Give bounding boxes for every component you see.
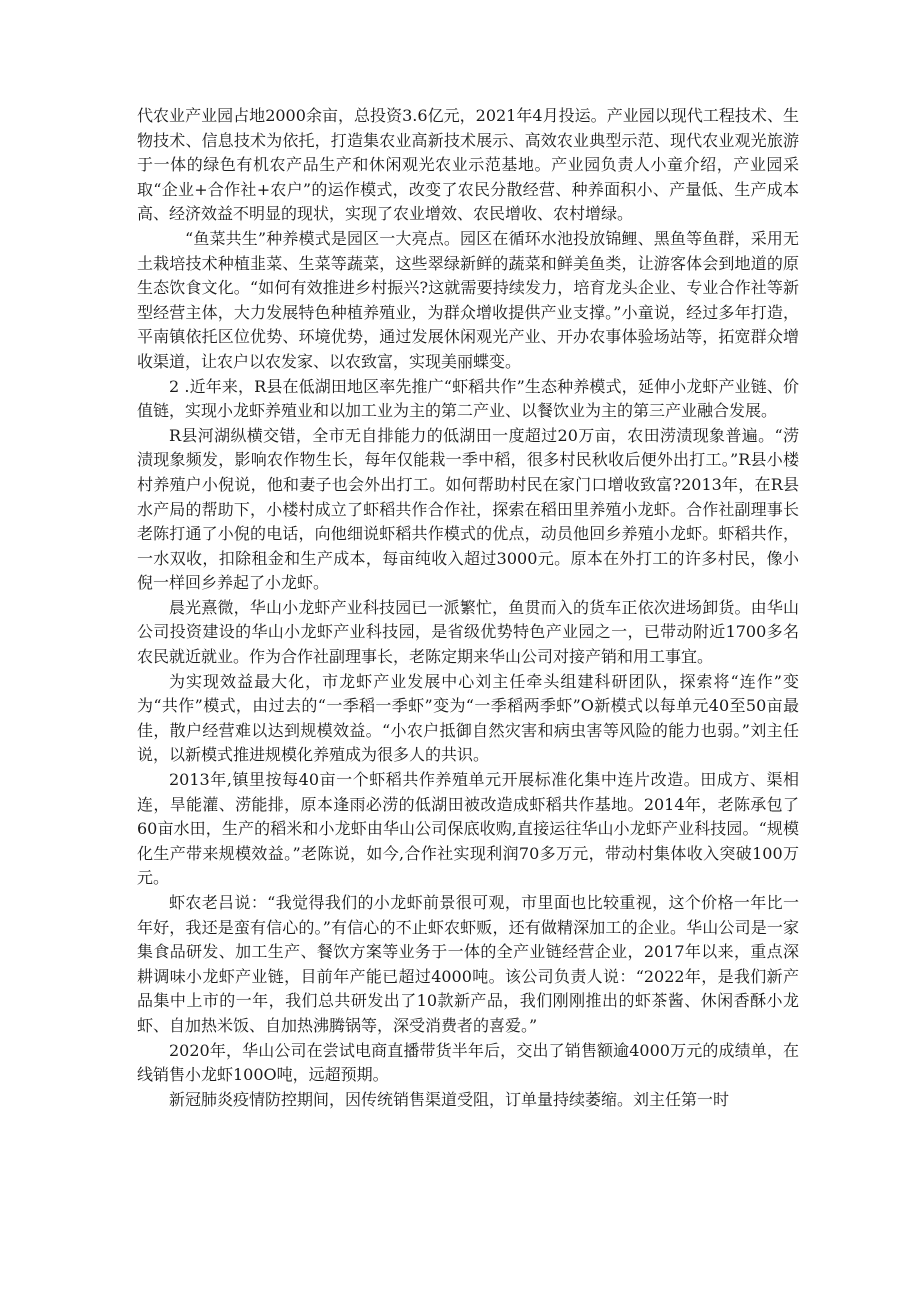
paragraph-5: 晨光熹微，华山小龙虾产业科技园已一派繁忙，鱼贯而入的货车正依次进场卸货。由华山公司投资建设的华山小龙虾产业科技园，是省级优势特色产业园之一，已带动附近1700多名农民就近就业。作为合作社副理事长，老陈定期来华山公司对接产销和用工事宜。 [137,597,799,667]
paragraph-8: 虾农老吕说：“我觉得我们的小龙虾前景很可观，市里面也比较重视，这个价格一年比一年好，我还是蛮有信心的。”有信心的不止虾农虾贩，还有做精深加工的企业。华山公司是一家集食品研发、加工生产、餐饮方案等业务于一体的全产业链经营企业，2017年以来，重点深耕调味小龙虾产业链，目前年产能已超过4000吨。该公司负责人说：“2022年，是我们新产品集中上市的一年，我们总共研发出了10款新产品，我们刚刚推出的虾茶酱、休闲香酥小龙虾、自加热米饭、自加热沸腾锅等，深受消费者的喜爱。” [137,893,799,1035]
paragraph-2: “鱼菜共生”种养模式是园区一大亮点。园区在循环水池投放锦鲤、黑鱼等鱼群，采用无土栽培技术种植韭菜、生菜等蔬菜，这些翠绿新鲜的蔬菜和鲜美鱼类，让游客体会到地道的原生态饮食文化。“如何有效推进乡村振兴?这就需要持续发力，培育龙头企业、专业合作社等新型经营主体，大力发展特色种植养殖业，为群众增收提供产业支撑。”小童说，经过多年打造，平南镇依托区位优势、环境优势，通过发展休闲观光产业、开办农事体验场站等，拓宽群众增收渠道，让农户以农发家、以农致富，实现美丽蝶变。 [137,228,799,371]
paragraph-1: 代农业产业园占地2000余亩，总投资3.6亿元，2021年4月投运。产业园以现代工程技术、生物技术、信息技术为依托，打造集农业高新技术展示、高效农业典型示范、现代农业观光旅游于一体的绿色有机农产品生产和休闲观光农业示范基地。产业园负责人小童介绍，产业园采取“企业+合作社+农户”的运作模式，改变了农民分散经营、种养面积小、产量低、生产成本高、经济效益不明显的现状，实现了农业增效、农民增收、农村增绿。 [137,106,799,224]
paragraph-10: 新冠肺炎疫情防控期间，因传统销售渠道受阻，订单量持续萎缩。刘主任第一时 [169,1089,730,1109]
paragraph-9: 2020年，华山公司在尝试电商直播带货半年后，交出了销售额逾4000万元的成绩单，在线销售小龙虾100O吨，远超预期。 [137,1040,799,1085]
paragraph-6: 为实现效益最大化，市龙虾产业发展中心刘主任牵头组建科研团队，探索将“连作”变为“共作”模式，由过去的“一季稻一季虾”变为“一季稻两季虾”O新模式以每单元40至50亩最佳，散户经营难以达到规模效益。“小农户抵御自然灾害和病虫害等风险的能力也弱。”刘主任说，以新模式推进规模化养殖成为很多人的共识。 [137,671,799,765]
paragraph-4: R县河湖纵横交错，全市无自排能力的低湖田一度超过20万亩，农田涝渍现象普遍。“涝渍现象频发，影响农作物生长，每年仅能栽一季中稻，很多村民秋收后便外出打工。”R县小楼村养殖户小倪说，他和妻子也会外出打工。如何帮助村民在家门口增收致富?2013年，在R县水产局的帮助下，小楼村成立了虾稻共作合作社，探索在稻田里养殖小龙虾。合作社副理事长老陈打通了小倪的电话，向他细说虾稻共作模式的优点，动员他回乡养殖小龙虾。虾稻共作，一水双收，扣除租金和生产成本，每亩纯收入超过3000元。原本在外打工的许多村民，像小倪一样回乡养起了小龙虾。 [137,425,799,593]
article-body [137,104,799,1112]
paragraph-3: 2 .近年来，R县在低湖田地区率先推广“虾稻共作”生态种养模式，延伸小龙虾产业链、价值链，实现小龙虾养殖业和以加工业为主的第二产业、以餐饮业为主的第三产业融合发展。 [137,376,799,421]
paragraph-7: 2013年,镇里按每40亩一个虾稻共作养殖单元开展标准化集中连片改造。田成方、渠相连，旱能灌、涝能排，原本逢雨必涝的低湖田被改造成虾稻共作基地。2014年，老陈承包了60亩水田，生产的稻米和小龙虾由华山公司保底收购,直接运往华山小龙虾产业科技园。“规模化生产带来规模效益。”老陈说，如今,合作社实现利润70多万元，带动村集体收入突破100万元。 [137,770,799,888]
